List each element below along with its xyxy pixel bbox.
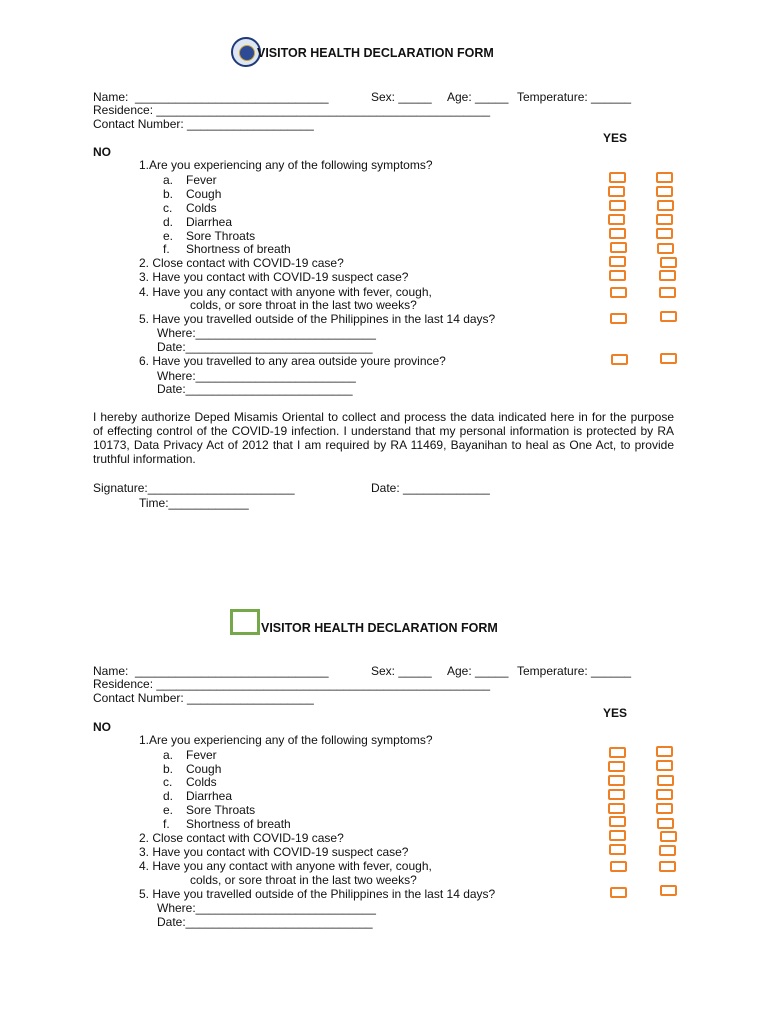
q3-no-checkbox[interactable] (659, 270, 676, 281)
sex-field[interactable]: Sex: _____ (371, 90, 432, 104)
symptom-fever: Fever (186, 748, 217, 762)
no-header: NO (93, 720, 111, 734)
shortness-of-breath-no-checkbox[interactable] (657, 243, 674, 254)
question-4-cont: colds, or sore throat in the last two weeks? (190, 873, 417, 887)
name-field[interactable]: Name: _____________________________ (93, 90, 329, 104)
q2-no-checkbox[interactable] (660, 831, 677, 842)
logo-placeholder-icon (230, 609, 260, 635)
q5-where-field[interactable]: Where:___________________________ (157, 901, 376, 915)
symptom-letter: e. (163, 229, 174, 243)
symptom-letter: f. (163, 242, 170, 256)
question-5: 5. Have you travelled outside of the Philippines in the last 14 days? (139, 312, 496, 326)
q6-date-field[interactable]: Date:_________________________ (157, 382, 353, 396)
sore-throats-yes-checkbox[interactable] (609, 228, 626, 239)
q2-yes-checkbox[interactable] (609, 830, 626, 841)
symptom-cough: Cough (186, 762, 222, 776)
q5-no-checkbox[interactable] (660, 885, 677, 896)
signature-field[interactable]: Signature:______________________ (93, 481, 295, 495)
sore-throats-yes-checkbox[interactable] (608, 803, 625, 814)
fever-no-checkbox[interactable] (656, 746, 673, 757)
symptom-cough: Cough (186, 187, 222, 201)
contact-number-field[interactable]: Contact Number: ___________________ (93, 691, 314, 705)
q5-yes-checkbox[interactable] (610, 887, 627, 898)
q3-yes-checkbox[interactable] (609, 844, 626, 855)
symptom-letter: f. (163, 817, 170, 831)
age-field[interactable]: Age: _____ (447, 90, 509, 104)
q5-date-field[interactable]: Date:____________________________ (157, 915, 373, 929)
symptom-letter: a. (163, 173, 174, 187)
symptom-sore-throats: Sore Throats (186, 229, 256, 243)
symptom-letter: c. (163, 201, 173, 215)
consent-paragraph: I hereby authorize Deped Misamis Oriental to collect and process the data indicated here in for the purpose of effecting control of the COVID-19 infection. I understand that my personal information is protected by RA 10173, Data Privacy Act of 2012 that I am required by RA 11469, Bayanihan to heal as One Act, to provide truthful information. (93, 410, 674, 466)
cough-no-checkbox[interactable] (656, 186, 673, 197)
symptom-letter: d. (163, 789, 174, 803)
question-6: 6. Have you travelled to any area outside youre province? (139, 354, 446, 368)
name-field[interactable]: Name: _____________________________ (93, 664, 329, 678)
colds-no-checkbox[interactable] (657, 775, 674, 786)
signature-date-field[interactable]: Date: _____________ (371, 481, 490, 495)
cough-yes-checkbox[interactable] (608, 761, 625, 772)
symptom-colds: Colds (186, 201, 217, 215)
no-header: NO (93, 145, 111, 159)
q3-yes-checkbox[interactable] (609, 270, 626, 281)
temperature-field[interactable]: Temperature: ______ (517, 90, 632, 104)
sore-throats-no-checkbox[interactable] (656, 803, 673, 814)
symptom-letter: b. (163, 762, 174, 776)
symptom-letter: a. (163, 748, 174, 762)
time-field[interactable]: Time:____________ (139, 496, 249, 510)
q2-yes-checkbox[interactable] (609, 256, 626, 267)
q2-no-checkbox[interactable] (660, 257, 677, 268)
form-title: VISITOR HEALTH DECLARATION FORM (257, 46, 494, 60)
q4-no-checkbox[interactable] (659, 861, 676, 872)
colds-yes-checkbox[interactable] (608, 775, 625, 786)
q5-where-field[interactable]: Where:___________________________ (157, 326, 376, 340)
yes-header: YES (603, 706, 628, 720)
question-1: 1.Are you experiencing any of the following symptoms? (139, 733, 433, 747)
symptom-sore-throats: Sore Throats (186, 803, 256, 817)
symptom-shortness-of-breath: Shortness of breath (186, 817, 291, 831)
age-field[interactable]: Age: _____ (447, 664, 509, 678)
q4-yes-checkbox[interactable] (610, 861, 627, 872)
symptom-letter: d. (163, 215, 174, 229)
symptom-letter: e. (163, 803, 174, 817)
question-2: 2. Close contact with COVID-19 case? (139, 831, 344, 845)
sex-field[interactable]: Sex: _____ (371, 664, 432, 678)
symptom-diarrhea: Diarrhea (186, 215, 233, 229)
question-5: 5. Have you travelled outside of the Philippines in the last 14 days? (139, 887, 496, 901)
symptom-shortness-of-breath: Shortness of breath (186, 242, 291, 256)
q6-where-field[interactable]: Where:________________________ (157, 369, 356, 383)
cough-yes-checkbox[interactable] (608, 186, 625, 197)
symptom-letter: c. (163, 775, 173, 789)
cough-no-checkbox[interactable] (656, 760, 673, 771)
question-3: 3. Have you contact with COVID-19 suspect case? (139, 845, 409, 859)
residence-field[interactable]: Residence: __________________________________________________ (93, 103, 491, 117)
q4-yes-checkbox[interactable] (610, 287, 627, 298)
symptom-fever: Fever (186, 173, 217, 187)
q5-yes-checkbox[interactable] (610, 313, 627, 324)
q3-no-checkbox[interactable] (659, 845, 676, 856)
yes-header: YES (603, 131, 628, 145)
shortness-of-breath-no-checkbox[interactable] (657, 818, 674, 829)
question-4: 4. Have you any contact with anyone with fever, cough, (139, 859, 432, 873)
symptom-letter: b. (163, 187, 174, 201)
question-3: 3. Have you contact with COVID-19 suspect case? (139, 270, 409, 284)
shortness-of-breath-yes-checkbox[interactable] (610, 242, 627, 253)
temperature-field[interactable]: Temperature: ______ (517, 664, 632, 678)
question-4-cont: colds, or sore throat in the last two weeks? (190, 298, 417, 312)
q6-no-checkbox[interactable] (660, 353, 677, 364)
colds-no-checkbox[interactable] (657, 200, 674, 211)
fever-no-checkbox[interactable] (656, 172, 673, 183)
diarrhea-yes-checkbox[interactable] (608, 214, 625, 225)
q4-no-checkbox[interactable] (659, 287, 676, 298)
q5-date-field[interactable]: Date:____________________________ (157, 340, 373, 354)
fever-yes-checkbox[interactable] (609, 172, 626, 183)
question-4: 4. Have you any contact with anyone with fever, cough, (139, 285, 432, 299)
symptom-colds: Colds (186, 775, 217, 789)
question-1: 1.Are you experiencing any of the following symptoms? (139, 158, 433, 172)
form-title: VISITOR HEALTH DECLARATION FORM (261, 621, 498, 635)
colds-yes-checkbox[interactable] (609, 200, 626, 211)
diarrhea-no-checkbox[interactable] (656, 789, 673, 800)
symptom-diarrhea: Diarrhea (186, 789, 233, 803)
residence-field[interactable]: Residence: __________________________________________________ (93, 677, 491, 691)
question-2: 2. Close contact with COVID-19 case? (139, 256, 344, 270)
fever-yes-checkbox[interactable] (609, 747, 626, 758)
diarrhea-yes-checkbox[interactable] (608, 789, 625, 800)
q6-yes-checkbox[interactable] (611, 354, 628, 365)
q5-no-checkbox[interactable] (660, 311, 677, 322)
sore-throats-no-checkbox[interactable] (656, 228, 673, 239)
contact-number-field[interactable]: Contact Number: ___________________ (93, 117, 314, 131)
shortness-of-breath-yes-checkbox[interactable] (609, 816, 626, 827)
diarrhea-no-checkbox[interactable] (656, 214, 673, 225)
